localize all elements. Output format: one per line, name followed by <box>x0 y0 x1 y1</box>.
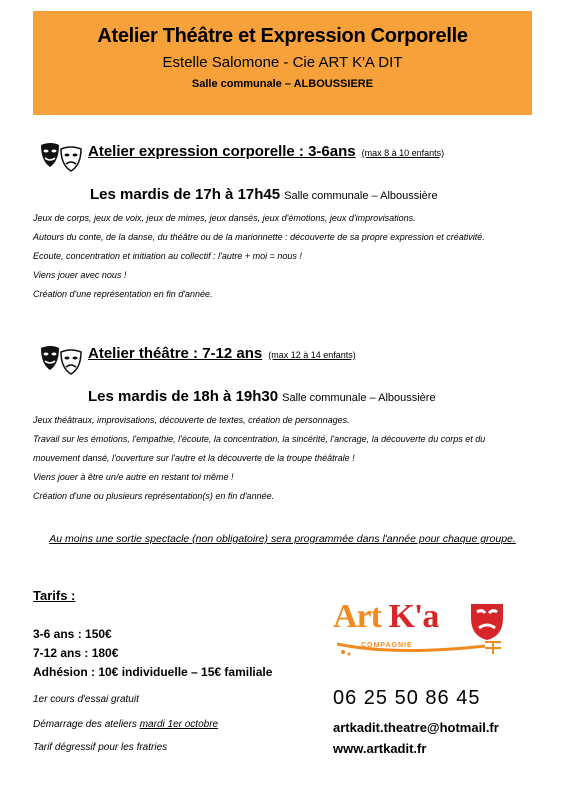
price-3-6: 3-6 ans : 150€ <box>33 627 112 641</box>
contact-phone[interactable]: 06 25 50 86 45 <box>333 687 481 709</box>
section1-line: Viens jouer avec nous ! <box>33 270 127 280</box>
section1-line: Création d'une représentation en fin d'année. <box>33 289 213 299</box>
section1-note: (max 8 à 10 enfants) <box>361 148 445 158</box>
section2-line: Travail sur les émotions, l'empathie, l'écoute, la concentration, la sincérité, l'ancrage, la découverte du corps et du <box>33 434 486 444</box>
section1-title-text: Atelier expression corporelle : 3-6ans <box>88 143 356 160</box>
info-trial: 1er cours d'essai gratuit <box>33 694 139 705</box>
price-7-12: 7-12 ans : 180€ <box>33 646 119 660</box>
section1-description <box>33 209 485 304</box>
section2-schedule <box>88 388 436 406</box>
logo-text-art: Art <box>333 598 381 635</box>
header-banner <box>33 11 532 115</box>
page-title: Atelier Théâtre et Expression Corporelle <box>97 25 468 47</box>
section1-schedule <box>90 186 438 204</box>
section2-line: mouvement dansé, l'ouverture sur l'autre et la découverte de la troupe théâtrale ! <box>33 453 355 463</box>
section1-line: Autours du conte, de la danse, du théâtre ou de la marionnette : découverte de sa propre expression et créativité. <box>33 232 485 242</box>
logo-text-ka: K'a <box>388 598 439 635</box>
logo-wordmark <box>333 598 438 636</box>
section1-line: Ecoute, concentration et initiation au collectif : l'autre + moi = nous ! <box>33 251 302 261</box>
section1-place: Salle communale – Alboussière <box>284 190 438 202</box>
section1-title <box>88 143 444 160</box>
theatre-masks-icon <box>37 342 85 378</box>
tarifs-title: Tarifs : <box>33 588 76 603</box>
theatre-masks-icon <box>37 139 85 175</box>
logo-subtitle: COMPAGNIE <box>361 642 413 649</box>
section2-place: Salle communale – Alboussière <box>282 392 436 404</box>
section2-description <box>33 411 485 506</box>
section2-title-text: Atelier théâtre : 7-12 ans <box>88 345 263 362</box>
page-location: Salle communale – ALBOUSSIERE <box>191 78 374 90</box>
section2-line: Viens jouer à être un/e autre en restant toi même ! <box>33 472 234 482</box>
page-subtitle: Estelle Salomone - Cie ART K'A DIT <box>162 54 403 71</box>
info-start-text: Démarrage des ateliers <box>33 719 140 730</box>
section2-line: Création d'une ou plusieurs représentation(s) en fin d'année. <box>33 491 275 501</box>
info-start <box>33 719 218 730</box>
section2-line: Jeux théâtraux, improvisations, découverte de textes, création de personnages. <box>33 415 350 425</box>
company-logo <box>333 598 505 660</box>
outing-note: Au moins une sortie spectacle (non obligatoire) sera programmée dans l'année pour chaque groupe. <box>49 533 516 545</box>
section2-title <box>88 345 356 362</box>
info-start-date: mardi 1er octobre <box>139 719 219 730</box>
logo-mask-icon <box>469 602 505 642</box>
contact-email[interactable]: artkadit.theatre@hotmail.fr <box>333 720 499 735</box>
info-siblings: Tarif dégressif pour les fratries <box>33 742 168 753</box>
section1-day: Les mardis de 17h à 17h45 <box>90 186 281 203</box>
price-membership: Adhésion : 10€ individuelle – 15€ familiale <box>33 665 273 679</box>
section2-note: (max 12 à 14 enfants) <box>268 350 356 360</box>
section1-line: Jeux de corps, jeux de voix, jeux de mimes, jeux dansés, jeux d'émotions, jeux d'improvisations. <box>33 213 416 223</box>
section2-day: Les mardis de 18h à 19h30 <box>88 388 279 405</box>
contact-website[interactable]: www.artkadit.fr <box>333 741 427 756</box>
